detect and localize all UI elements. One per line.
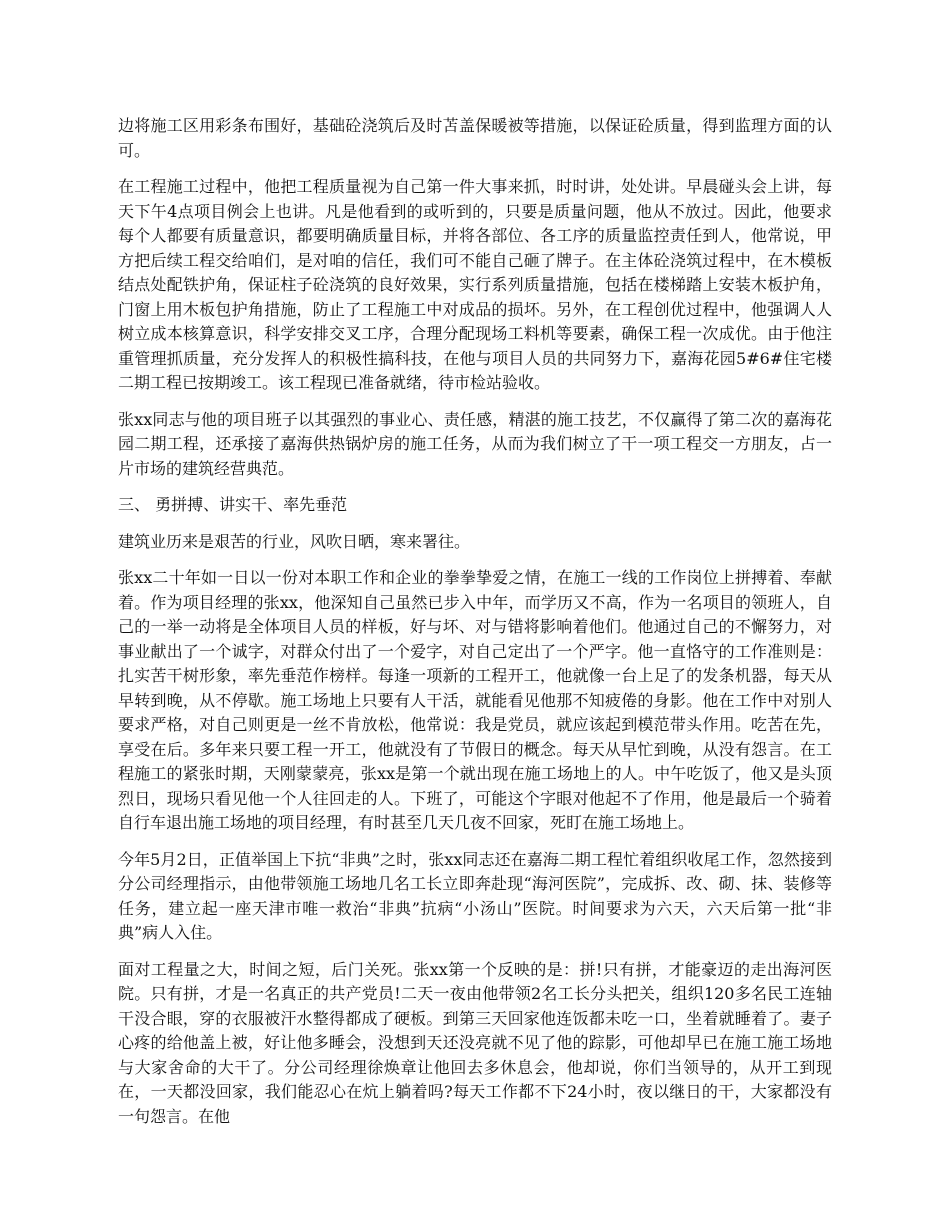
paragraph-dedication: 张xx二十年如一日以一份对本职工作和企业的拳拳挚爱之情，在施工一线的工作岗位上拼搏着、奉献着。作为项目经理的张xx，他深知自己虽然已步入中年，而学历又不高，作为一名项目的领班人，自己的一举一动将是全体项目人员的样板，好与坏、对与错将影响着他们。他通过自己的不懈努力，对事业献出了一个诚字，对群众付出了一个爱字，对自己定出了一个严字。他一直恪守的工作准则是：扎实苦干树形象，率先垂范作榜样。每逢一项新的工程开工，他就像一台上足了的发条机器，每天从早转到晚，从不停歇。施工场地上只要有人干活，就能看见他那不知疲倦的身影。他在工作中对别人要求严格，对自己则更是一丝不肯放松，他常说：我是党员，就应该起到模范带头作用。吃苦在先，享受在后。多年来只要工程一开工，他就没有了节假日的概念。每天从早忙到晚，从没有怨言。在工程施工的紧张时期，天刚蒙蒙亮，张xx是第一个就出现在施工场地上的人。中午吃饭了，他又是头顶烈日，现场只看见他一个人往回走的人。下班了，可能这个字眼对他起不了作用，他是最后一个骑着自行车退出施工场地的项目经理，有时甚至几天几夜不回家，死盯在施工场地上。	[118, 568, 832, 832]
paragraph-quality-management: 在工程施工过程中，他把工程质量视为自己第一件大事来抓，时时讲，处处讲。早晨碰头会上讲，每天下午4点项目例会上也讲。凡是他看到的或听到的，只要是质量问题，他从不放过。因此，他要求每个人都要有质量意识，都要明确质量目标，并将各部位、各工序的质量监控责任到人，他常说，甲方把后续工程交给咱们，是对咱的信任，我们可不能自己砸了牌子。在主体砼浇筑过程中，在木模板结点处配铁护角，保证柱子砼浇筑的良好效果，实行系列质量措施，包括在楼梯踏上安装木板护角，门窗上用木板包护角措施，防止了工程施工中对成品的损坏。另外，在工程创优过程中，他强调人人树立成本核算意识，科学安排交叉工序，合理分配现场工料机等要素，确保工程一次成优。由于他注重管理抓质量，充分发挥人的积极性搞科技，在他与项目人员的共同努力下，嘉海花园5#6#住宅楼二期工程已按期竣工。该工程现已准备就绪，待市检站验收。	[118, 177, 832, 392]
paragraph-continuation: 边将施工区用彩条布围好，基础砼浇筑后及时苫盖保暖被等措施，以保证砼质量，得到监理方面的认可。	[118, 116, 832, 160]
section-heading: 三、 勇拼搏、讲实干、率先垂范	[118, 495, 348, 514]
paragraph-construction-hardship: 建筑业历来是艰苦的行业，风吹日晒，寒来署往。	[118, 531, 471, 551]
paragraph-project-team: 张xx同志与他的项目班子以其强烈的事业心、责任感，精湛的施工技艺，不仅赢得了第二次的嘉海花园二期工程，还承接了嘉海供热锅炉房的施工任务，从而为我们树立了干一项工程交一方朋友，占一片市场的建筑经营典范。	[118, 409, 832, 478]
paragraph-sars-hospital: 今年5月2日，正值举国上下抗“非典”之时，张xx同志还在嘉海二期工程忙着组织收尾工作，忽然接到分公司经理指示，由他带领施工场地几名工长立即奔赴现“海河医院”，完成拆、改、砌、抹、装修等任务，建立起一座天津市唯一救治“非典”抗病“小汤山”医院。时间要求为六天，六天后第一批“非典”病人入住。	[118, 849, 832, 942]
paragraph-workload: 面对工程量之大，时间之短，后门关死。张xx第一个反映的是：拼!只有拼，才能豪迈的走出海河医院。只有拼，才是一名真正的共产党员!二天一夜由他带领2名工长分头把关，组织120多名民工连轴干没合眼，穿的衣服被汗水整得都成了硬板。到第三天回家他连饭都未吃一口，坐着就睡着了。妻子心疼的给他盖上被，好让他多睡会，没想到天还没亮就不见了他的踪影，可他却早已在施工施工场地与大家舍命的大干了。分公司经理徐焕章让他回去多休息会，他却说，你们当领导的，从开工到现在，一天都没回家，我们能忍心在炕上躺着吗?每天工作都不下24小时，夜以继日的干，大家都没有一句怨言。在他	[118, 959, 832, 1126]
